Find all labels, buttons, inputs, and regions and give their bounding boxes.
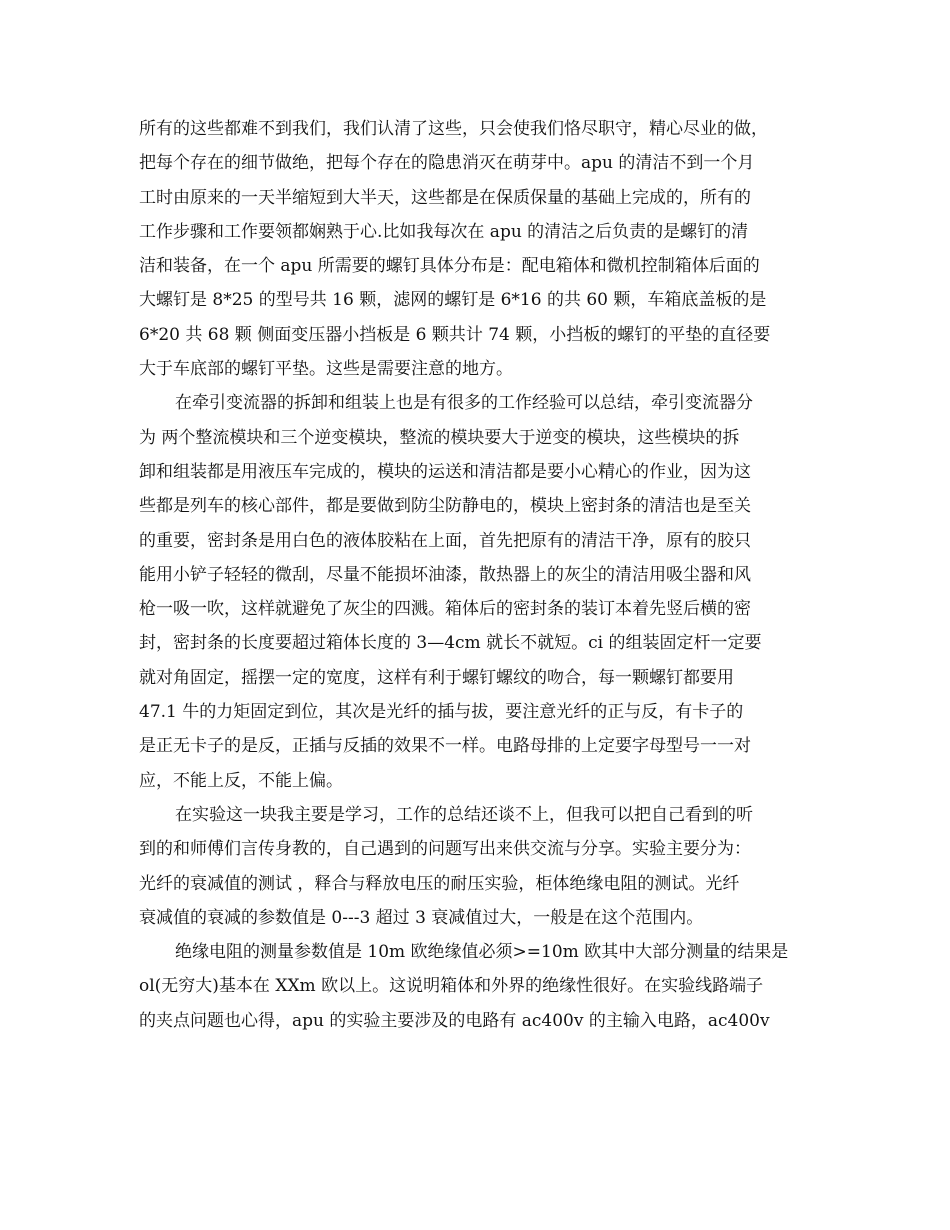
text-line: 6*20 共 68 颗 侧面变压器小挡板是 6 颗共计 74 颗，小挡板的螺钉的平垫的直径要	[139, 324, 771, 345]
paragraph-4	[139, 935, 819, 1038]
text-line: 些都是列车的核心部件，都是要做到防尘防静电的，模块上密封条的清洁也是至关	[139, 496, 751, 517]
text-line: 所有的这些都难不到我们，我们认清了这些，只会使我们恪尽职守，精心尽业的做，	[139, 119, 768, 139]
text-line: 封，密封条的长度要超过箱体长度的 3—4cm 就长不就短。ci 的组装固定杆一定要	[139, 633, 762, 654]
text-line: 绝缘电阻的测量参数值是 10m 欧绝缘值必须>=10m 欧其中大部分测量的结果是	[175, 942, 789, 963]
paragraph-3	[139, 798, 819, 935]
paragraph-1	[139, 112, 819, 386]
text-line: 就对角固定，摇摆一定的宽度，这样有利于螺钉螺纹的吻合，每一颗螺钉都要用	[139, 667, 734, 688]
text-line: 是正无卡子的是反，正插与反插的效果不一样。电路母排的上定要字母型号一一对	[139, 736, 751, 757]
text-line: 把每个存在的细节做绝，把每个存在的隐患消灭在萌芽中。apu 的清洁不到一个月	[139, 153, 755, 174]
text-line: 在牵引变流器的拆卸和组装上也是有很多的工作经验可以总结，牵引变流器分	[175, 393, 753, 414]
text-line: 在实验这一块我主要是学习，工作的总结还谈不上，但我可以把自己看到的听	[175, 804, 753, 825]
text-line: 大螺钉是 8*25 的型号共 16 颗，滤网的螺钉是 6*16 的共 60 颗，车箱底盖板的是	[139, 290, 767, 311]
text-line: 枪一吸一吹，这样就避免了灰尘的四溅。箱体后的密封条的装订本着先竖后横的密	[139, 599, 751, 620]
text-line: 的重要，密封条是用白色的液体胶粘在上面，首先把原有的清洁干净，原有的胶只	[139, 530, 751, 551]
text-line: 衰减值的衰减的参数值是 0---3 超过 3 衰减值过大，一般是在这个范围内。	[139, 907, 704, 928]
document-body	[139, 112, 819, 1038]
text-line: 47.1 牛的力矩固定到位，其次是光纤的插与拔，要注意光纤的正与反，有卡子的	[139, 702, 744, 723]
text-line: 洁和装备，在一个 apu 所需要的螺钉具体分布是：配电箱体和微机控制箱体后面的	[139, 256, 760, 277]
text-line: 大于车底部的螺钉平垫。这些是需要注意的地方。	[139, 359, 513, 380]
paragraph-2	[139, 386, 819, 798]
text-line: 能用小铲子轻轻的微刮，尽量不能损坏油漆，散热器上的灰尘的清洁用吸尘器和风	[139, 564, 751, 585]
text-line: ol(无穷大)基本在 XXm 欧以上。这说明箱体和外界的绝缘性很好。在实验线路端子	[139, 976, 764, 997]
text-line: 到的和师傅们言传身教的，自己遇到的问题写出来供交流与分享。实验主要分为：	[139, 839, 751, 860]
text-line: 卸和组装都是用液压车完成的，模块的运送和清洁都是要小心精心的作业，因为这	[139, 461, 751, 482]
text-line: 工作步骤和工作要领都娴熟于心.比如我每次在 apu 的清洁之后负责的是螺钉的清	[139, 221, 749, 242]
text-line: 工时由原来的一天半缩短到大半天，这些都是在保质保量的基础上完成的，所有的	[139, 187, 751, 208]
text-line: 光纤的衰减值的测试 ，释合与释放电压的耐压实验，柜体绝缘电阻的测试。光纤	[139, 873, 740, 894]
text-line: 为 两个整流模块和三个逆变模块，整流的模块要大于逆变的模块，这些模块的拆	[139, 427, 740, 448]
text-line: 应，不能上反，不能上偏。	[139, 770, 343, 791]
text-line: 的夹点问题也心得，apu 的实验主要涉及的电路有 ac400v 的主输入电路，ac400v	[139, 1010, 770, 1031]
